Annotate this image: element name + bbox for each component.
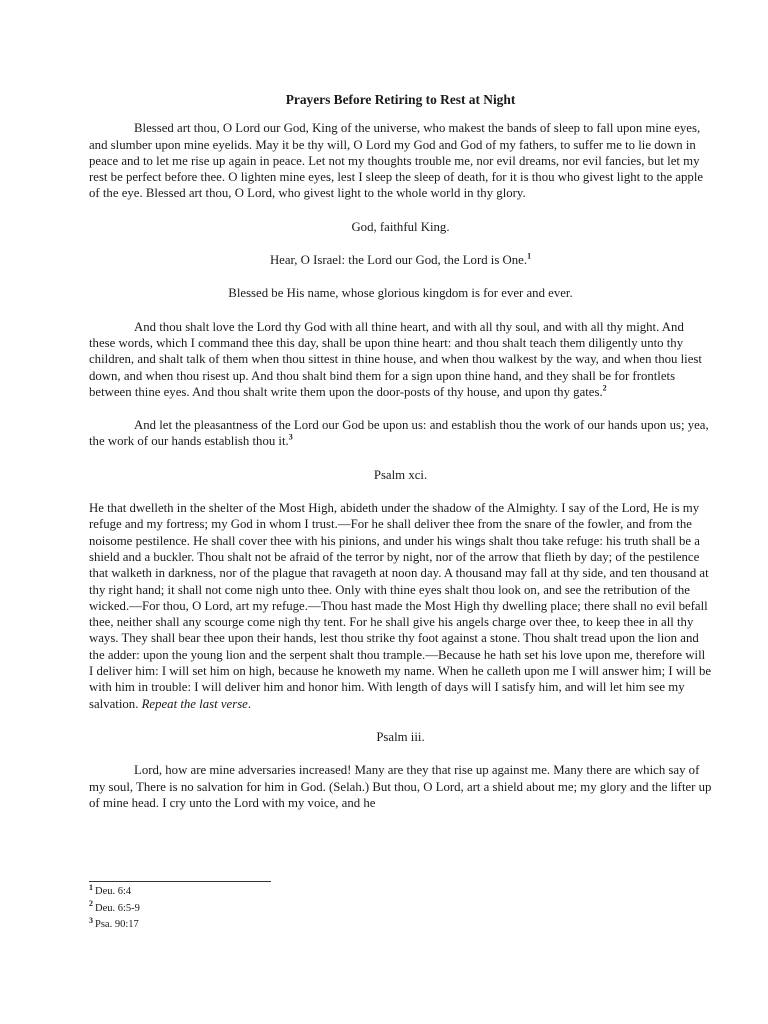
footnote-text: Psa. 90:17: [95, 919, 139, 930]
footnote-3: [89, 917, 140, 934]
centered-line-1: God, faithful King.: [351, 219, 450, 234]
footnote-mark: 3: [89, 915, 93, 925]
veahavta-paragraph: [89, 319, 712, 400]
shema-text: Hear, O Israel: the Lord our God, the Lord is One.: [269, 253, 528, 268]
shema-line: [89, 252, 712, 268]
footnote-2: [89, 901, 140, 918]
footnote-text: Deu. 6:5-9: [95, 902, 140, 914]
psalm-91-end: .: [247, 696, 252, 711]
footnote-text: Deu. 6:4: [95, 886, 132, 897]
footnotes: [89, 884, 140, 934]
psalm-91-paragraph: [89, 500, 712, 712]
blessing-paragraph: [89, 120, 712, 201]
footnote-1: [89, 884, 140, 901]
footnote-separator: [89, 881, 271, 882]
centered-line-3: Blessed be His name, whose glorious kingdom is for ever and ever.: [228, 286, 573, 301]
footnote-mark: 2: [89, 899, 93, 908]
veahavta-text: And thou shalt love the Lord thy God with all thine heart, and with all thy soul, and with all thy might. And these words, which I command thee this day, shall be upon thine heart: and thou shalt teach them diligently unto thy children, and shalt talk of them when thou sittest in thine house, and when thou walkest by the way, and when thou liest down, and when thou risest up. And thou shalt bind them for a sign upon thine hand, and they shall be for frontlets between thine eyes. And thou shalt write them upon the door-posts of thy house, and upon thy gates.: [89, 319, 702, 399]
footnote-mark: 1: [89, 882, 93, 892]
footnote-ref-1[interactable]: 1: [527, 251, 532, 261]
psalm-3-paragraph: [89, 762, 712, 811]
psalm-3-heading: Psalm iii.: [376, 729, 425, 744]
psalm-91-heading: Psalm xci.: [373, 467, 428, 482]
pleasantness-paragraph: [89, 417, 712, 450]
psalm-3-text: Lord, how are mine adversaries increased! Many are they that rise up against me. Many there are which say of my soul, There is no salvation for him in God. (Selah.) But thou, O Lord, art a shield about me; my glory and the lifter up of mine head. I cry unto the Lord with my voice, and he: [89, 763, 712, 810]
blessing-text: Blessed art thou, O Lord our God, King of the universe, who makest the bands of sleep to fall upon mine eyes, and slumber upon mine eyelids. May it be thy will, O Lord my God and God of my fathers, to suffer me to lie down in peace and to let me rise up again in peace. Let not my thoughts trouble me, nor evil dreams, nor evil fancies, but let my rest be perfect before thee. O lighten mine eyes, lest I sleep the sleep of death, for it is thou who givest light to the apple of the eye. Blessed art thou, O Lord, who givest light to the whole world in thy glory.: [89, 121, 704, 201]
psalm-91-text: He that dwelleth in the shelter of the Most High, abideth under the shadow of the Almighty. I say of the Lord, He is my refuge and my fortress; my God in whom I trust.—For he shall deliver thee from the snare of the fowler, and from the noisome pestilence. He shall cover thee with his pinions, and under his wings shalt thou take refuge: his truth shall be a shield and a buckler. Thou shalt not be afraid of the terror by night, nor of the arrow that flieth by day; of the pestilence that walketh in darkness, nor of the plague that ravageth at noon day. A thousand may fall at thy side, and ten thousand at thy right hand; it shall not come nigh unto thee. Only with thine eyes shalt thou look on, and see the retribution of the wicked.—For thou, O Lord, art my refuge.—Thou hast made the Most High thy dwelling place; there shall no evil befall thee, neither shall any scourge come nigh thy tent. For he shall give his angels charge over thee, to keep thee in all thy ways. They shall bear thee upon their hands, lest thou strike thy foot against a stone. Thou shalt tread upon the lion and the adder: upon the young lion and the serpent shalt thou trample.—Because he hath set his love upon me, therefore will I deliver him: I will set him on high, because he knoweth my name. When he calleth upon me I will answer him; I will be with him in trouble: I will deliver him and honor him. With length of days will I satisfy him, and will let him see my salvation.: [89, 501, 712, 711]
page-title: Prayers Before Retiring to Rest at Night: [285, 92, 516, 107]
footnote-ref-3[interactable]: 3: [288, 433, 293, 443]
psalm-91-instruction: Repeat the last verse: [141, 696, 248, 711]
footnote-ref-2[interactable]: 2: [602, 383, 607, 393]
pleasantness-text: And let the pleasantness of the Lord our God be upon us: and establish thou the work of our hands upon us; yea, the work of our hands establish thou it.: [89, 418, 709, 449]
